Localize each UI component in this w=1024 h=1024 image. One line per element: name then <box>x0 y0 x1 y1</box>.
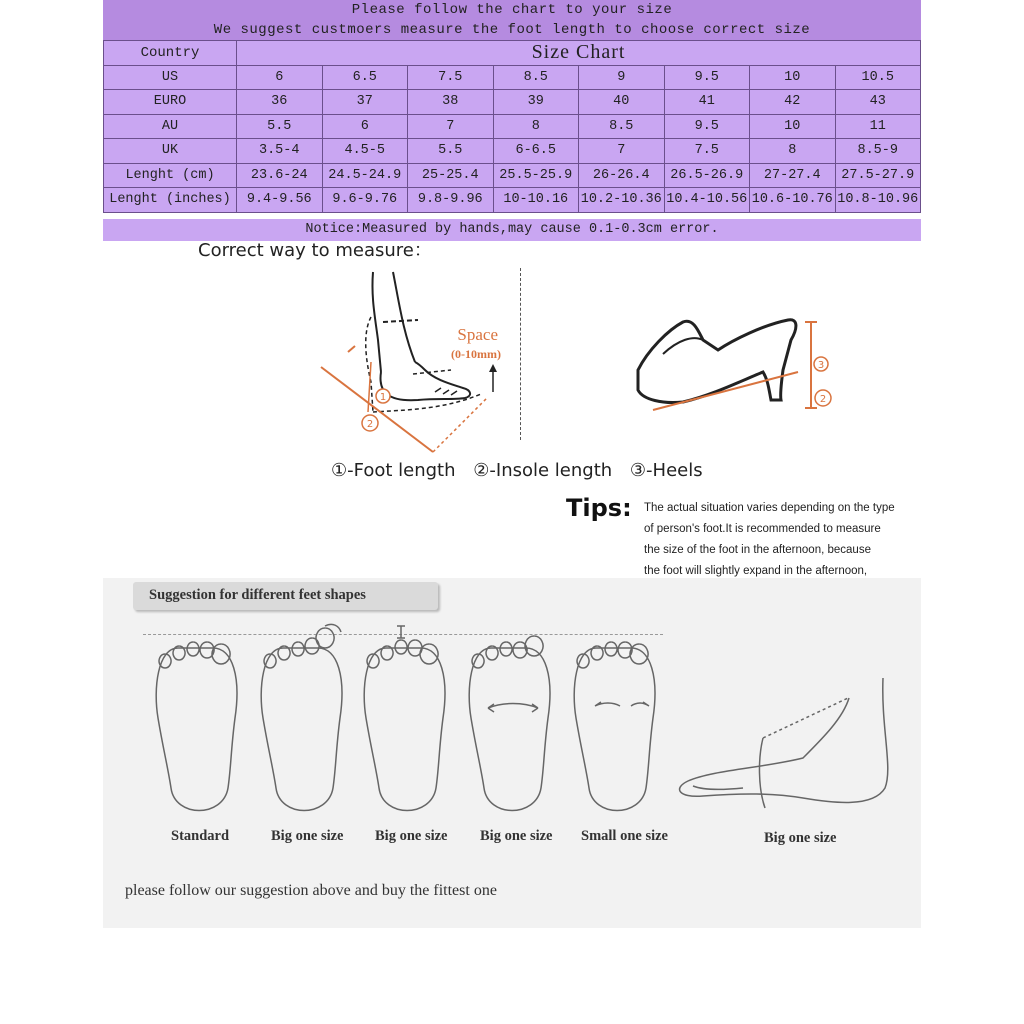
leg-outline-back <box>393 272 415 362</box>
space-guide-dashed <box>433 397 488 452</box>
size-cell: 10.5 <box>835 65 921 90</box>
feet-shapes-title: Suggestion for different feet shapes <box>149 587 366 603</box>
size-cell: 8.5-9 <box>835 139 921 164</box>
size-cell: 10 <box>750 65 836 90</box>
tips-line: the foot will slightly expand in the afternoon, <box>644 565 868 577</box>
foot-side-icon <box>680 678 888 802</box>
row-label-cell: EURO <box>104 90 237 115</box>
table-row <box>104 65 921 90</box>
instep-dashed-line <box>763 698 848 738</box>
size-cell: 5.5 <box>237 114 323 139</box>
feet-shapes-badge <box>133 582 438 610</box>
size-cell: 27-27.4 <box>750 163 836 188</box>
instep-guide-line <box>759 738 765 808</box>
size-cell: 8 <box>493 114 579 139</box>
size-chart-title: Size Chart <box>237 41 921 66</box>
foot-big-size-icon-3 <box>469 648 550 811</box>
marker-2-text: 2 <box>366 419 374 430</box>
foot-small-size-icon <box>574 648 655 811</box>
foot-label-standard: Standard <box>171 828 230 844</box>
tips-line: the size of the foot in the afternoon, because <box>644 544 871 556</box>
measure-title: Correct way to measure： <box>198 240 432 261</box>
legend-foot-length: ①-Foot length <box>331 460 456 481</box>
size-cell: 4.5-5 <box>322 139 408 164</box>
shoe-strap-outline <box>663 338 703 354</box>
size-cell: 3.5-4 <box>237 139 323 164</box>
width-arrow-wide <box>488 704 538 713</box>
insole-length-tick <box>348 346 355 352</box>
table-row <box>104 114 921 139</box>
width-arrow-narrow <box>595 702 649 706</box>
leg-outline <box>372 272 381 372</box>
legend-heels: ③-Heels <box>629 460 703 481</box>
size-cell: 7.5 <box>408 65 494 90</box>
table-title-row <box>104 41 921 66</box>
foot-big-size-toes-3 <box>472 636 543 668</box>
tips-label: Tips: <box>566 494 632 522</box>
toe-height-marker <box>397 626 405 638</box>
section-divider <box>520 268 521 440</box>
table-row <box>104 139 921 164</box>
size-cell: 8.5 <box>493 65 579 90</box>
side-toes-outline <box>693 786 743 789</box>
foot-measure-illustration <box>203 262 503 462</box>
size-cell: 25.5-25.9 <box>493 163 579 188</box>
size-cell: 6-6.5 <box>493 139 579 164</box>
table-row <box>104 90 921 115</box>
size-cell: 42 <box>750 90 836 115</box>
size-cell: 9.6-9.76 <box>322 188 408 213</box>
foot-standard-toes <box>159 642 230 668</box>
foot-outline <box>380 362 470 400</box>
size-cell: 25-25.4 <box>408 163 494 188</box>
marker-1-text: 1 <box>379 392 387 403</box>
space-label: Space <box>457 325 498 344</box>
feet-shapes-panel <box>103 578 921 928</box>
space-range: (0-10mm) <box>451 347 501 361</box>
ankle-strap-dashed <box>383 320 418 322</box>
size-cell: 9.8-9.96 <box>408 188 494 213</box>
row-label-cell: Lenght (inches) <box>104 188 237 213</box>
foot-label-big-1: Big one size <box>271 828 344 844</box>
size-cell: 7 <box>579 139 665 164</box>
size-cell: 37 <box>322 90 408 115</box>
size-cell: 8.5 <box>579 114 665 139</box>
toes-outline <box>435 388 457 395</box>
row-label-cell: Lenght (cm) <box>104 163 237 188</box>
size-cell: 10 <box>750 114 836 139</box>
tips-line: The actual situation varies depending on the type <box>644 502 895 514</box>
marker-3-text: 3 <box>817 360 825 371</box>
header-line-1: Please follow the chart to your size <box>351 2 673 18</box>
size-cell: 6 <box>237 65 323 90</box>
heel-insole-line <box>653 372 798 410</box>
measure-legend <box>331 460 715 481</box>
header-banner <box>103 0 921 40</box>
space-arrow-head <box>489 364 497 372</box>
size-cell: 27.5-27.9 <box>835 163 921 188</box>
foot-small-size-toes <box>577 642 648 668</box>
size-cell: 41 <box>664 90 750 115</box>
size-cell: 5.5 <box>408 139 494 164</box>
row-label-cell: AU <box>104 114 237 139</box>
size-cell: 9.5 <box>664 65 750 90</box>
foot-standard-icon <box>156 648 237 811</box>
country-header-cell: Country <box>104 41 237 66</box>
size-cell: 24.5-24.9 <box>322 163 408 188</box>
size-guide-sheet <box>103 0 921 928</box>
size-cell: 9.5 <box>664 114 750 139</box>
size-cell: 38 <box>408 90 494 115</box>
header-line-2: We suggest custmoers measure the foot length to choose correct size <box>213 22 811 38</box>
size-cell: 36 <box>237 90 323 115</box>
toe-strap-dashed <box>413 370 451 374</box>
size-cell: 26.5-26.9 <box>664 163 750 188</box>
foot-big-size-icon-1 <box>261 648 342 811</box>
size-cell: 10.6-10.76 <box>750 188 836 213</box>
size-cell: 10.2-10.36 <box>579 188 665 213</box>
bottom-suggestion-note: please follow our suggestion above and buy the fittest one <box>125 882 497 899</box>
size-chart-table <box>103 40 921 213</box>
size-cell: 10.8-10.96 <box>835 188 921 213</box>
size-cell: 43 <box>835 90 921 115</box>
table-row <box>104 163 921 188</box>
size-cell: 23.6-24 <box>237 163 323 188</box>
size-cell: 8 <box>750 139 836 164</box>
size-cell: 26-26.4 <box>579 163 665 188</box>
size-cell: 7.5 <box>664 139 750 164</box>
foot-label-big-3: Big one size <box>480 828 553 844</box>
table-row <box>104 188 921 213</box>
size-cell: 6 <box>322 114 408 139</box>
size-cell: 6.5 <box>322 65 408 90</box>
row-label-cell: UK <box>104 139 237 164</box>
measurement-notice: Notice:Measured by hands,may cause 0.1-0.3cm error. <box>103 219 921 241</box>
size-cell: 10-10.16 <box>493 188 579 213</box>
foot-label-small: Small one size <box>581 828 668 844</box>
foot-label-big-side: Big one size <box>764 830 837 846</box>
heel-shoe-illustration <box>623 310 827 420</box>
size-cell: 40 <box>579 90 665 115</box>
foot-label-big-2: Big one size <box>375 828 448 844</box>
foot-big-size-toes-2 <box>367 640 438 668</box>
size-cell: 11 <box>835 114 921 139</box>
size-cell: 39 <box>493 90 579 115</box>
row-label-cell: US <box>104 65 237 90</box>
foot-big-size-icon-2 <box>364 648 445 811</box>
size-cell: 9 <box>579 65 665 90</box>
tips-line: of person's foot.It is recommended to measure <box>644 523 881 535</box>
size-cell: 9.4-9.56 <box>237 188 323 213</box>
size-cell: 7 <box>408 114 494 139</box>
legend-insole-length: ②-Insole length <box>473 460 613 481</box>
feet-shapes-illustration <box>103 618 921 828</box>
size-cell: 10.4-10.56 <box>664 188 750 213</box>
heel-marker-2-text: 2 <box>819 394 827 405</box>
heel-height-indicator <box>801 318 831 413</box>
heel-shoe-outline <box>638 320 796 403</box>
